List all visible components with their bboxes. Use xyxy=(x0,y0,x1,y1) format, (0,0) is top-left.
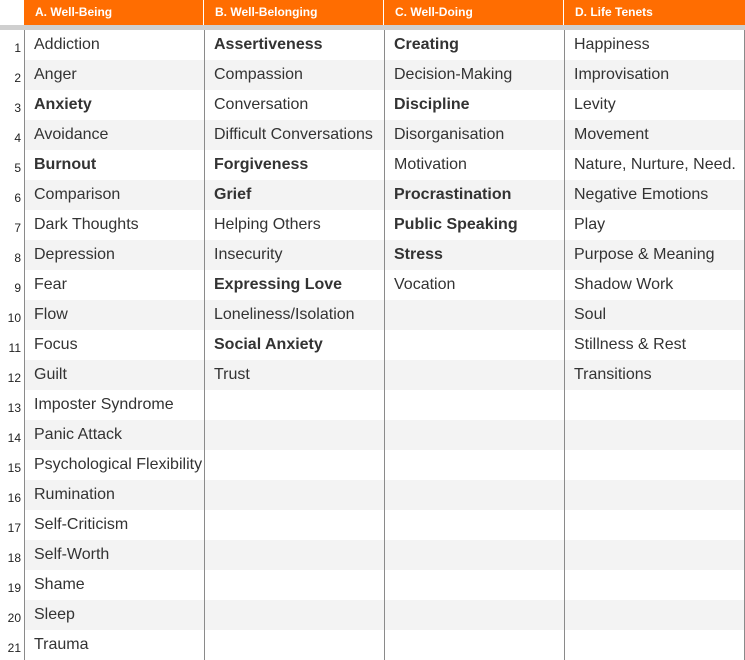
sheet-cell[interactable] xyxy=(564,510,745,540)
sheet-cell[interactable]: Focus xyxy=(24,330,204,360)
sheet-cell[interactable]: Stress xyxy=(384,240,564,270)
table-row xyxy=(0,570,745,600)
corner-cell[interactable] xyxy=(0,0,24,25)
sheet-cell[interactable]: Motivation xyxy=(384,150,564,180)
table-row xyxy=(0,480,745,510)
sheet-cell[interactable]: Loneliness/Isolation xyxy=(204,300,384,330)
sheet-cell[interactable]: Psychological Flexibility xyxy=(24,450,204,480)
sheet-cell[interactable] xyxy=(384,600,564,630)
sheet-cell[interactable] xyxy=(384,540,564,570)
column-header-c[interactable]: C. Well-Doing xyxy=(384,0,564,25)
sheet-cell[interactable] xyxy=(384,480,564,510)
row-number[interactable]: 1 xyxy=(0,30,24,60)
sheet-cell[interactable]: Addiction xyxy=(24,30,204,60)
sheet-cell[interactable]: Depression xyxy=(24,240,204,270)
sheet-cell[interactable] xyxy=(384,330,564,360)
sheet-cell[interactable] xyxy=(204,450,384,480)
sheet-cell[interactable]: Anger xyxy=(24,60,204,90)
sheet-cell[interactable]: Shadow Work xyxy=(564,270,745,300)
sheet-cell[interactable]: Anxiety xyxy=(24,90,204,120)
table-row xyxy=(0,120,745,150)
table-row xyxy=(0,540,745,570)
row-number[interactable]: 8 xyxy=(0,240,24,270)
row-number[interactable]: 7 xyxy=(0,210,24,240)
sheet-cell[interactable] xyxy=(384,570,564,600)
table-row xyxy=(0,210,745,240)
row-number[interactable]: 20 xyxy=(0,600,24,630)
sheet-cell[interactable]: Transitions xyxy=(564,360,745,390)
table-row xyxy=(0,90,745,120)
row-number[interactable]: 2 xyxy=(0,60,24,90)
table-row xyxy=(0,300,745,330)
table-row xyxy=(0,390,745,420)
column-header-d[interactable]: D. Life Tenets xyxy=(575,5,653,19)
sheet-cell[interactable] xyxy=(204,600,384,630)
sheet-cell[interactable] xyxy=(204,570,384,600)
sheet-cell[interactable]: Purpose & Meaning xyxy=(564,240,745,270)
sheet-cell[interactable] xyxy=(204,510,384,540)
sheet-cell[interactable] xyxy=(564,630,745,660)
table-row xyxy=(0,420,745,450)
row-number[interactable]: 13 xyxy=(0,390,24,420)
sheet-cell[interactable]: Comparison xyxy=(24,180,204,210)
sheet-cell[interactable]: Public Speaking xyxy=(384,210,564,240)
sheet-cell[interactable]: Guilt xyxy=(24,360,204,390)
sheet-cell[interactable]: Fear xyxy=(24,270,204,300)
sheet-cell[interactable] xyxy=(564,480,745,510)
sheet-cell[interactable] xyxy=(564,450,745,480)
sheet-cell[interactable] xyxy=(384,390,564,420)
row-number[interactable]: 18 xyxy=(0,540,24,570)
sheet-cell[interactable]: Assertiveness xyxy=(204,30,384,60)
row-number[interactable]: 10 xyxy=(0,300,24,330)
table-row xyxy=(0,630,745,660)
table-row xyxy=(0,60,745,90)
sheet-cell[interactable]: Flow xyxy=(24,300,204,330)
sheet-cell[interactable]: Shame xyxy=(24,570,204,600)
table-row xyxy=(0,180,745,210)
table-row xyxy=(0,360,745,390)
sheet-cell[interactable]: Trust xyxy=(204,360,384,390)
table-row xyxy=(0,330,745,360)
sheet-cell[interactable]: Rumination xyxy=(24,480,204,510)
table-row xyxy=(0,600,745,630)
sheet-cell[interactable]: Play xyxy=(564,210,745,240)
table-row xyxy=(0,510,745,540)
column-header-row xyxy=(0,0,745,25)
sheet-cell[interactable]: Self-Worth xyxy=(24,540,204,570)
sheet-cell[interactable]: Nature, Nurture, Need. xyxy=(564,150,745,180)
sheet-cell[interactable]: Procrastination xyxy=(384,180,564,210)
sheet-cell[interactable]: Social Anxiety xyxy=(204,330,384,360)
sheet-cell[interactable] xyxy=(564,540,745,570)
row-number[interactable]: 6 xyxy=(0,180,24,210)
sheet-cell[interactable]: Improvisation xyxy=(564,60,745,90)
sheet-cell[interactable] xyxy=(564,390,745,420)
table-row xyxy=(0,30,745,60)
row-number[interactable]: 21 xyxy=(0,630,24,660)
sheet-cell[interactable]: Happiness xyxy=(564,30,745,60)
row-number[interactable]: 4 xyxy=(0,120,24,150)
sheet-cell[interactable] xyxy=(564,600,745,630)
sheet-cell[interactable] xyxy=(204,390,384,420)
table-row xyxy=(0,270,745,300)
row-number[interactable]: 5 xyxy=(0,150,24,180)
sheet-body xyxy=(0,30,745,660)
table-row xyxy=(0,240,745,270)
sheet-cell[interactable] xyxy=(384,420,564,450)
row-number[interactable]: 16 xyxy=(0,480,24,510)
sheet-cell[interactable]: Burnout xyxy=(24,150,204,180)
sheet-cell[interactable]: Compassion xyxy=(204,60,384,90)
sheet-cell[interactable]: Stillness & Rest xyxy=(564,330,745,360)
sheet-cell[interactable]: Insecurity xyxy=(204,240,384,270)
sheet-cell[interactable]: Forgiveness xyxy=(204,150,384,180)
sheet-cell[interactable] xyxy=(564,570,745,600)
sheet-cell[interactable] xyxy=(204,630,384,660)
sheet-cell[interactable]: Soul xyxy=(564,300,745,330)
sheet-cell[interactable]: Trauma xyxy=(24,630,204,660)
sheet-cell[interactable]: Disorganisation xyxy=(384,120,564,150)
sheet-cell[interactable]: Difficult Conversations xyxy=(204,120,384,150)
sheet-cell[interactable] xyxy=(204,480,384,510)
table-row xyxy=(0,450,745,480)
sheet-cell[interactable]: Self-Criticism xyxy=(24,510,204,540)
sheet-cell[interactable]: Conversation xyxy=(204,90,384,120)
column-header-b[interactable]: B. Well-Belonging xyxy=(204,0,384,25)
sheet-cell[interactable]: Vocation xyxy=(384,270,564,300)
row-number[interactable]: 9 xyxy=(0,270,24,300)
row-number[interactable]: 3 xyxy=(0,90,24,120)
sheet-cell[interactable] xyxy=(384,630,564,660)
sheet-cell[interactable]: Sleep xyxy=(24,600,204,630)
sheet-cell[interactable]: Movement xyxy=(564,120,745,150)
row-number[interactable]: 12 xyxy=(0,360,24,390)
sheet-cell[interactable]: Expressing Love xyxy=(204,270,384,300)
sheet-cell[interactable] xyxy=(204,420,384,450)
row-number[interactable]: 11 xyxy=(0,330,24,360)
sheet-cell[interactable]: Avoidance xyxy=(24,120,204,150)
row-number[interactable]: 17 xyxy=(0,510,24,540)
row-number[interactable]: 15 xyxy=(0,450,24,480)
sheet-cell[interactable]: Creating xyxy=(384,30,564,60)
sheet-cell[interactable] xyxy=(204,540,384,570)
sheet-cell[interactable]: Helping Others xyxy=(204,210,384,240)
sheet-cell[interactable]: Decision-Making xyxy=(384,60,564,90)
sheet-cell[interactable] xyxy=(384,450,564,480)
sheet-cell[interactable] xyxy=(384,510,564,540)
column-header-a[interactable]: A. Well-Being xyxy=(24,0,204,25)
sheet-cell[interactable] xyxy=(384,300,564,330)
sheet-cell[interactable]: Discipline xyxy=(384,90,564,120)
sheet-cell[interactable] xyxy=(384,360,564,390)
table-row xyxy=(0,150,745,180)
row-number[interactable]: 14 xyxy=(0,420,24,450)
sheet-cell[interactable]: Negative Emotions xyxy=(564,180,745,210)
sheet-cell[interactable]: Levity xyxy=(564,90,745,120)
sheet-cell[interactable]: Panic Attack xyxy=(24,420,204,450)
sheet-cell[interactable]: Imposter Syndrome xyxy=(24,390,204,420)
sheet-cell[interactable]: Dark Thoughts xyxy=(24,210,204,240)
sheet-cell[interactable] xyxy=(564,420,745,450)
row-number[interactable]: 19 xyxy=(0,570,24,600)
sheet-cell[interactable]: Grief xyxy=(204,180,384,210)
